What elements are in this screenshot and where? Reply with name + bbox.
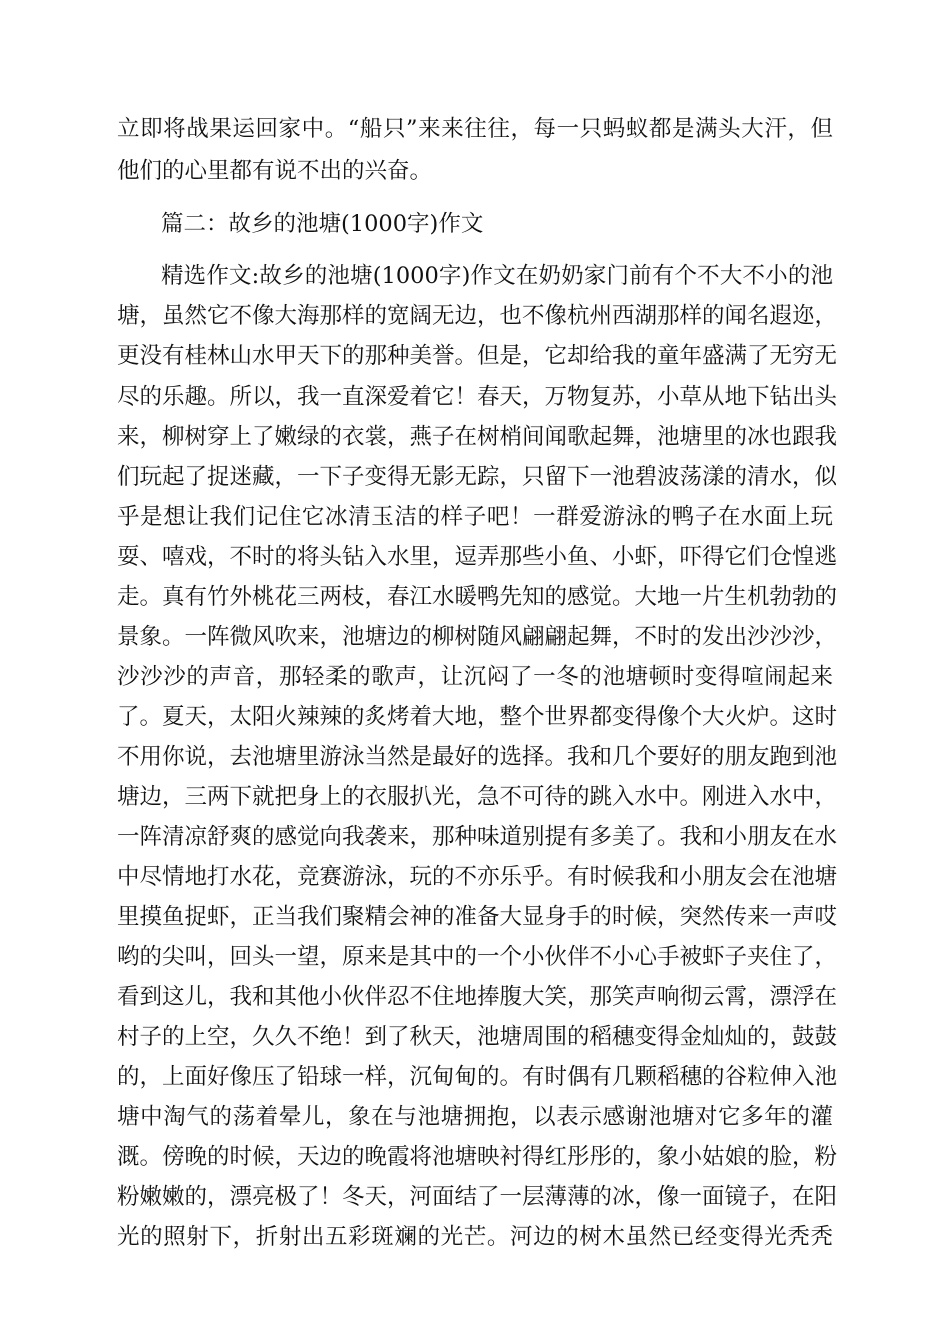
text-line: 哟的尖叫，回头一望，原来是其中的一个小伙伴不小心手被虾子夹住了，: [117, 944, 838, 970]
text-line: 塘中淘气的荡着晕儿，象在与池塘拥抱，以表示感谢池塘对它多年的灌: [117, 1104, 833, 1130]
section-heading: 篇二：故乡的池塘(1000字)作文: [161, 211, 484, 237]
text-line: 们玩起了捉迷藏，一下子变得无影无踪，只留下一池碧波荡漾的清水，似: [117, 464, 838, 490]
text-line: 溉。傍晚的时候，天边的晚霞将池塘映衬得红彤彤的，象小姑娘的脸，粉: [117, 1144, 838, 1170]
text-line: 粉嫩嫩的，漂亮极了！冬天，河面结了一层薄薄的冰，像一面镜子，在阳: [117, 1184, 838, 1210]
text-line: 塘，虽然它不像大海那样的宽阔无边，也不像杭州西湖那样的闻名遐迩，: [117, 303, 838, 329]
text-line: 一阵清凉舒爽的感觉向我袭来，那种味道别提有多美了。我和小朋友在水: [117, 824, 838, 850]
text-line: 看到这儿，我和其他小伙伴忍不住地捧腹大笑，那笑声响彻云霄，漂浮在: [117, 984, 838, 1010]
text-line: 里摸鱼捉虾，正当我们聚精会神的准备大显身手的时候，突然传来一声哎: [117, 904, 838, 930]
text-line: 中尽情地打水花，竞赛游泳，玩的不亦乐乎。有时候我和小朋友会在池塘: [117, 864, 838, 890]
text-line: 走。真有竹外桃花三两枝，春江水暖鸭先知的感觉。大地一片生机勃勃的: [117, 584, 838, 610]
text-line: 沙沙沙的声音，那轻柔的歌声，让沉闷了一冬的池塘顿时变得喧闹起来: [117, 664, 833, 690]
text-line: 尽的乐趣。所以，我一直深爱着它！春天，万物复苏，小草从地下钻出头: [117, 384, 838, 410]
text-line: 立即将战果运回家中。“船只”来来往往，每一只蚂蚁都是满头大汗，但: [117, 116, 833, 142]
text-line: 村子的上空，久久不绝！到了秋天，池塘周围的稻穗变得金灿灿的，鼓鼓: [117, 1024, 838, 1050]
text-line: 精选作文:故乡的池塘(1000字)作文在奶奶家门前有个不大不小的池: [161, 263, 833, 289]
text-line: 景象。一阵微风吹来，池塘边的柳树随风翩翩起舞，不时的发出沙沙沙，: [117, 624, 838, 650]
text-line: 更没有桂林山水甲天下的那种美誉。但是，它却给我的童年盛满了无穷无: [117, 343, 838, 369]
text-line: 乎是想让我们记住它冰清玉洁的样子吧！一群爱游泳的鸭子在水面上玩: [117, 504, 833, 530]
text-line: 塘边，三两下就把身上的衣服扒光，急不可待的跳入水中。刚进入水中，: [117, 784, 838, 810]
text-line: 不用你说，去池塘里游泳当然是最好的选择。我和几个要好的朋友跑到池: [117, 744, 838, 770]
text-line: 光的照射下，折射出五彩斑斓的光芒。河边的树木虽然已经变得光秃秃: [117, 1224, 833, 1250]
text-line: 了。夏天，太阳火辣辣的炙烤着大地，整个世界都变得像个大火炉。这时: [117, 704, 838, 730]
text-line: 来，柳树穿上了嫩绿的衣裳，燕子在树梢间闻歌起舞，池塘里的冰也跟我: [117, 424, 838, 450]
text-line: 的，上面好像压了铅球一样，沉甸甸的。有时偶有几颗稻穗的谷粒伸入池: [117, 1064, 838, 1090]
text-line: 耍、嘻戏，不时的将头钻入水里，逗弄那些小鱼、小虾，吓得它们仓惶逃: [117, 544, 838, 570]
text-line: 他们的心里都有说不出的兴奋。: [117, 158, 433, 184]
